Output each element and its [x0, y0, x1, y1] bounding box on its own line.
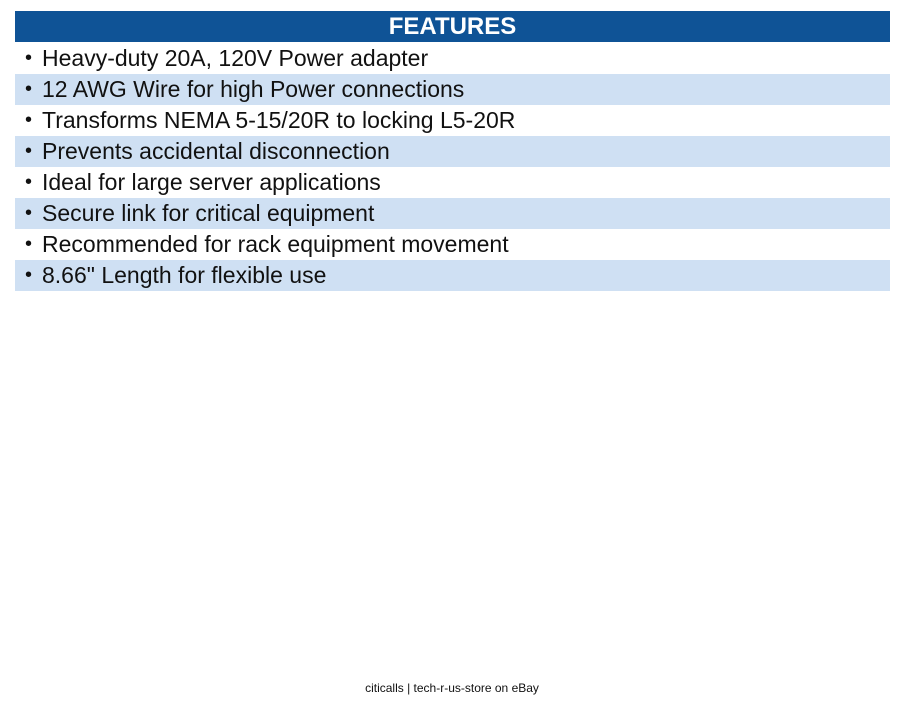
bullet-icon: •: [24, 233, 32, 255]
feature-text: Secure link for critical equipment: [42, 200, 375, 226]
features-title: FEATURES: [15, 11, 890, 42]
feature-text: Recommended for rack equipment movement: [42, 231, 509, 257]
feature-item: [15, 167, 890, 198]
feature-item: [15, 229, 890, 260]
feature-text: Prevents accidental disconnection: [42, 138, 390, 164]
bullet-icon: •: [24, 140, 32, 162]
feature-text: Heavy-duty 20A, 120V Power adapter: [42, 45, 429, 71]
footer-credit: citicalls | tech-r-us-store on eBay: [365, 681, 539, 695]
feature-item: [15, 74, 890, 105]
feature-item: [15, 198, 890, 229]
feature-text: 8.66" Length for flexible use: [42, 262, 327, 288]
feature-text: Transforms NEMA 5-15/20R to locking L5-20R: [42, 107, 516, 133]
bullet-icon: •: [24, 78, 32, 100]
bullet-icon: •: [24, 47, 32, 69]
bullet-icon: •: [24, 171, 32, 193]
features-panel: [15, 11, 890, 291]
feature-text: 12 AWG Wire for high Power connections: [42, 76, 465, 102]
feature-item: [15, 43, 890, 74]
feature-text: Ideal for large server applications: [42, 169, 381, 195]
feature-item: [15, 260, 890, 291]
feature-list: [15, 43, 890, 291]
feature-item: [15, 105, 890, 136]
bullet-icon: •: [24, 264, 32, 286]
bullet-icon: •: [24, 202, 32, 224]
feature-item: [15, 136, 890, 167]
bullet-icon: •: [24, 109, 32, 131]
